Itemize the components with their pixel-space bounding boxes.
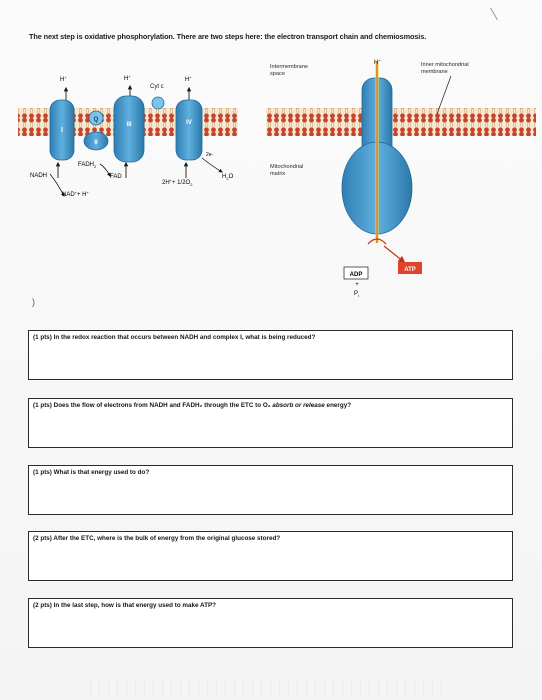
question-4-text: (2 pts) After the ETC, where is the bulk of energy from the original glucose stored? — [33, 535, 281, 542]
oxygen-arrow — [202, 158, 222, 172]
oxygen-label: $2H^++ 1/2O_2$ — [162, 178, 193, 187]
fadh2-label: $FADH_2$ — [78, 162, 97, 169]
fadh2-arrow — [100, 164, 110, 176]
intermembrane-label-2: space — [270, 71, 285, 77]
plus-sign: + — [355, 282, 359, 288]
right-membrane — [266, 108, 536, 136]
complex-iii-label: III — [126, 122, 132, 128]
h-plus-2: H+ — [124, 74, 131, 82]
question-5-answer-box[interactable] — [28, 598, 513, 648]
intro-text: The next step is oxidative phosphorylation. There are two steps here: the electron transport chain and chemiosmosis. — [29, 32, 427, 41]
atp-arrow — [384, 246, 404, 262]
cytochrome-c — [152, 97, 164, 109]
question-2-answer-box[interactable] — [28, 398, 513, 448]
water-label: $H_2O$ — [222, 174, 234, 181]
inner-membrane-label: Inner mitochondrial — [421, 62, 469, 68]
complex-ii-label: II — [94, 140, 98, 146]
oxidative-phosphorylation-diagram — [0, 48, 542, 318]
question-4-answer-box[interactable] — [28, 531, 513, 581]
cyt-c-label: Cyt c — [150, 84, 164, 90]
question-3-answer-box[interactable] — [28, 465, 513, 515]
corner-scan-mark — [490, 4, 505, 21]
margin-mark: ) — [32, 297, 35, 307]
question-5-text: (2 pts) In the last step, how is that energy used to make ATP? — [33, 602, 217, 609]
matrix-label-2: matrix — [270, 171, 286, 177]
two-electrons-label: 2e- — [206, 152, 214, 158]
inner-membrane-label-2: membrane — [421, 69, 448, 75]
q-label: Q — [93, 117, 99, 123]
question-1-answer-box[interactable] — [28, 330, 513, 380]
atp-h-plus: H+ — [374, 58, 381, 66]
nadh-label: NADH — [30, 173, 48, 179]
question-2-text: (1 pts) Does the flow of electrons from NADH and FADH₂ through the ETC to O₂ absorb or release energy? — [33, 402, 352, 409]
complex-iv — [176, 100, 202, 160]
question-1-text: (1 pts) In the redox reaction that occurs between NADH and complex I, what is being reduced? — [33, 334, 316, 341]
complex-iii — [114, 96, 144, 162]
atp-synthase-diagram — [266, 58, 536, 298]
intermembrane-label: Intermembrane — [270, 64, 308, 70]
adp-label: ADP — [349, 272, 363, 278]
question-3-text: (1 pts) What is that energy used to do? — [33, 469, 150, 476]
complex-i-label: I — [61, 127, 63, 134]
matrix-label: Mitochondrial — [270, 164, 304, 170]
h-plus-1: H+ — [60, 75, 67, 83]
complex-iv-label: IV — [186, 120, 192, 126]
scan-artifact — [90, 680, 450, 698]
atp-label: ATP — [404, 267, 416, 273]
pi-label: $P_i$ — [354, 291, 359, 298]
nad-label: NAD++ H+ — [62, 190, 89, 198]
fad-label: FAD — [110, 174, 122, 180]
h-plus-3: H+ — [185, 75, 192, 83]
etc-diagram — [18, 74, 238, 198]
